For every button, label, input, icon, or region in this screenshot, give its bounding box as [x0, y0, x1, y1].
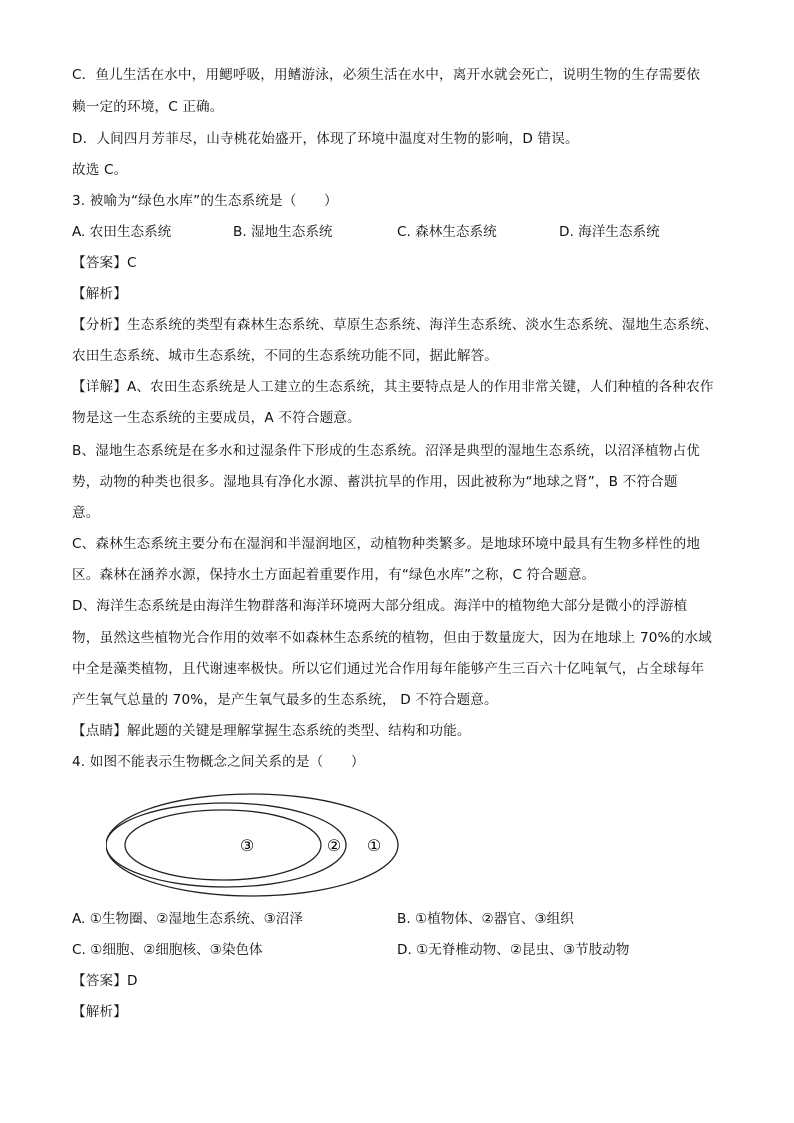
q4-stem: 4. 如图不能表示生物概念之间关系的是（ ）: [72, 754, 365, 770]
q4-answer: 【答案】D: [72, 973, 138, 989]
q3-b-line2: 势，动物的种类也很多。湿地具有净化水源、蓄洪抗旱的作用，因此被称为“地球之肾”，B 不符合题: [72, 474, 678, 490]
q3-option-b: B. 湿地生态系统: [233, 224, 333, 240]
q3-option-c: C. 森林生态系统: [397, 224, 497, 240]
q2-option-d: D．人间四月芳菲尽，山寺桃花始盛开，体现了环境中温度对生物的影响，D 错误。: [72, 131, 579, 147]
nested-ellipse-diagram: [106, 789, 406, 899]
q3-stem: 3. 被喻为“绿色水库”的生态系统是（ ）: [72, 193, 338, 209]
q3-analysis-line1: 【分析】生态系统的类型有森林生态系统、草原生态系统、海洋生态系统、淡水生态系统、湿地生态系统、: [72, 317, 718, 333]
label-2: ②: [326, 836, 342, 855]
q3-b-line3: 意。: [72, 505, 100, 521]
q2-conclusion: 故选 C。: [72, 162, 128, 178]
q3-option-d: D. 海洋生态系统: [559, 224, 660, 240]
middle-ellipse: [106, 803, 346, 887]
label-3: ③: [239, 836, 255, 855]
q4-option-b: B. ①植物体、②器官、③组织: [397, 911, 574, 927]
q3-b-line1: B、湿地生态系统是在多水和过湿条件下形成的生态系统。沼泽是典型的湿地生态系统，以沼泽植物占优: [72, 443, 700, 459]
q3-d-line2: 物，虽然这些植物光合作用的效率不如森林生态系统的植物，但由于数量庞大，因为在地球上 70%的水域: [72, 630, 712, 646]
q3-analysis-line2: 农田生态系统、城市生态系统，不同的生态系统功能不同，据此解答。: [72, 348, 499, 364]
q3-d-line1: D、海洋生态系统是由海洋生物群落和海洋环境两大部分组成。海洋中的植物绝大部分是微小的浮游植: [72, 598, 688, 614]
q4-option-c: C. ①细胞、②细胞核、③染色体: [72, 942, 263, 958]
q4-option-a: A. ①生物圈、②湿地生态系统、③沼泽: [72, 911, 303, 927]
label-1: ①: [366, 836, 382, 855]
q3-detail-line2: 物是这一生态系统的主要成员，A 不符合题意。: [72, 410, 361, 426]
q4-option-d: D. ①无脊椎动物、②昆虫、③节肢动物: [397, 942, 630, 958]
q3-c-line2: 区。森林在涵养水源，保持水土方面起着重要作用，有“绿色水库”之称，C 符合题意。: [72, 567, 596, 583]
q3-detail-line1: 【详解】A、农田生态系统是人工建立的生态系统，其主要特点是人的作用非常关键，人们种植的各种农作: [72, 379, 714, 395]
q3-answer: 【答案】C: [72, 255, 137, 271]
q3-option-a: A. 农田生态系统: [72, 224, 172, 240]
q2-option-c-line1: C．鱼儿生活在水中，用鳃呼吸，用鳍游泳，必须生活在水中，离开水就会死亡，说明生物的生存需要依: [72, 67, 701, 83]
q2-option-c-line2: 赖一定的环境，C 正确。: [72, 99, 224, 115]
q4-jiexi-heading: 【解析】: [72, 1004, 127, 1020]
q3-c-line1: C、森林生态系统主要分布在湿润和半湿润地区，动植物种类繁多。是地球环境中最具有生物多样性的地: [72, 536, 701, 552]
q3-d-line4: 产生氧气总量的 70%，是产生氧气最多的生态系统， D 不符合题意。: [72, 692, 498, 708]
q3-d-line3: 中全是藻类植物，且代谢速率极快。所以它们通过光合作用每年能够产生三百六十亿吨氧气，占全球每年: [72, 661, 705, 677]
q3-jiexi-heading: 【解析】: [72, 286, 127, 302]
q3-key-point: 【点睛】解此题的关键是理解掌握生态系统的类型、结构和功能。: [72, 723, 471, 739]
inner-ellipse: [125, 810, 321, 880]
